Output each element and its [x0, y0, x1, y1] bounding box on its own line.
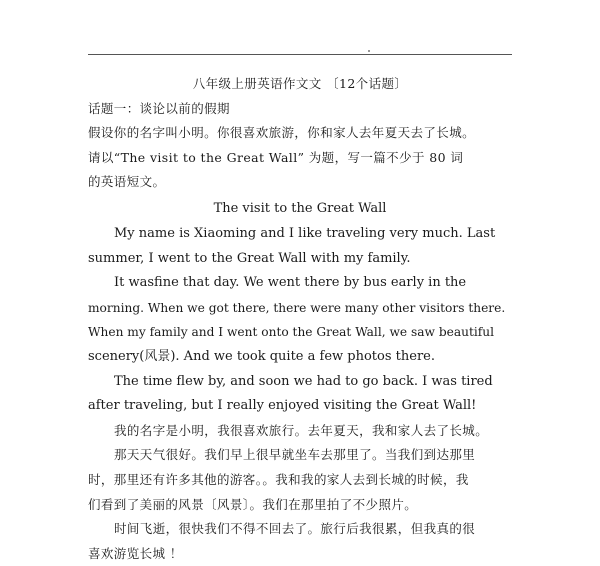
topic-heading: 话题一：谈论以前的假期	[88, 100, 230, 116]
header-dot	[368, 50, 370, 52]
essay-line: scenery(风景). And we took quite a few photos there.	[88, 348, 435, 364]
document-title: 八年级上册英语作文文 〔12个话题〕	[192, 76, 408, 91]
translation-line: 那天天气很好。我们早上很早就坐车去那里了。当我们到达那里	[114, 447, 476, 463]
essay-title: The visit to the Great Wall	[213, 200, 387, 216]
header-rule	[88, 54, 512, 55]
translation-line: 我的名字是小明，我很喜欢旅行。去年夏天，我和家人去了长城。	[114, 422, 489, 438]
essay-line: morning. When we got there, there were many other visitors there.	[88, 300, 506, 315]
essay-line: summer, I went to the Great Wall with my family.	[88, 250, 411, 266]
essay-line: It wasfine that day. We went there by bus early in the	[114, 275, 467, 291]
essay-line: When my family and I went onto the Great Wall, we saw beautiful	[88, 325, 495, 340]
essay-line: The time flew by, and soon we had to go back. I was tired	[114, 373, 493, 389]
translation-line: 们看到了美丽的风景〔风景〕。我们在那里拍了不少照片。	[88, 496, 418, 512]
document-page	[88, 72, 512, 566]
essay-line: My name is Xiaoming and I like traveling very much. Last	[114, 225, 496, 241]
prompt-line: 请以“The visit to the Great Wall” 为题，写一篇不少于 80 词	[88, 149, 464, 165]
translation-line: 喜欢游览长城 ！	[88, 545, 183, 561]
translation-line: 时，那里还有许多其他的游客。。我和我的家人去到长城的时候，我	[88, 471, 469, 487]
prompt-line: 的英语短文。	[88, 174, 166, 190]
essay-line: after traveling, but I really enjoyed visiting the Great Wall!	[88, 398, 477, 414]
prompt-line: 假设你的名字叫小明。你很喜欢旅游，你和家人去年夏天去了长城。	[88, 125, 476, 141]
translation-line: 时间飞逝，很快我们不得不回去了。旅行后我很累，但我真的很	[114, 521, 476, 537]
